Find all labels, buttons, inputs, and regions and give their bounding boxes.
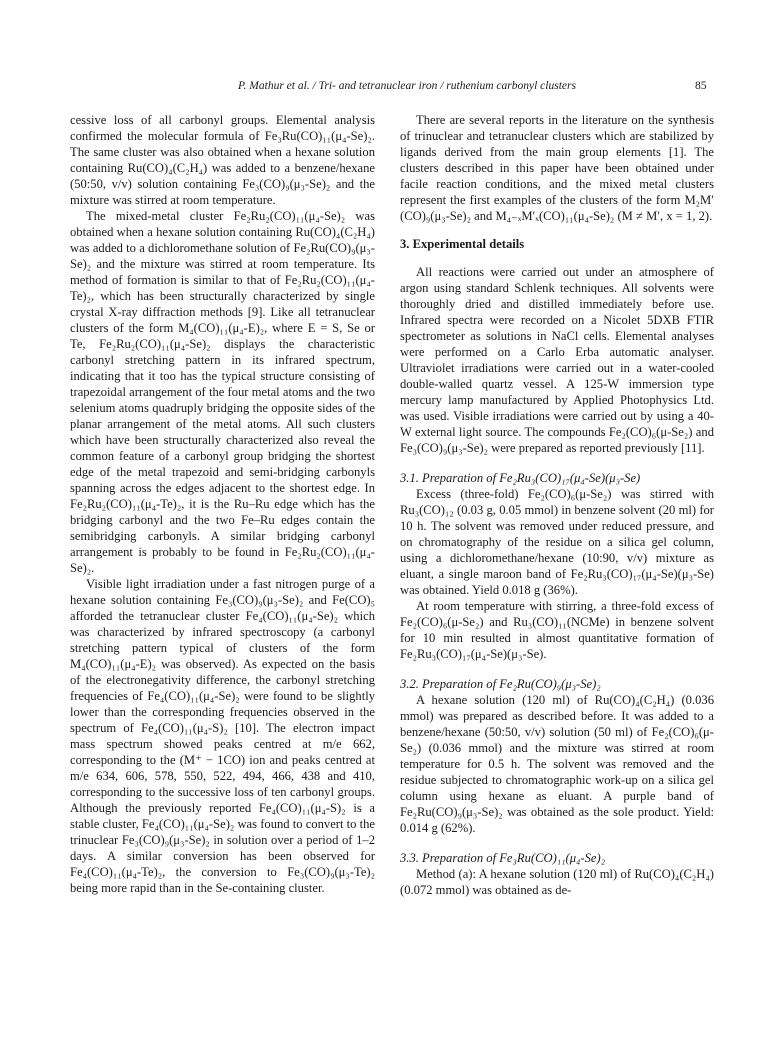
- paragraph: There are several reports in the literature on the synthesis of trinuclear and tetranuclear clusters which are stabilized by ligands derived from the main group elements [1]. The clusters described in this paper have been obtained under facile reaction conditions, and the mixed metal clusters represent the first examples of the clusters of the form M₂M′(CO)₉(μ₃-Se)₂ and M₄₋ₓM′ₓ(CO)₁₁(μ₄-Se)₂ (M ≠ M′, x = 1, 2).: [400, 113, 714, 223]
- paragraph: The mixed-metal cluster Fe₂Ru₂(CO)₁₁(μ₄-Se)₂ was obtained when a hexane solution containing Ru(CO)₄(C₂H₄) was added to a dichloromethane solution of Fe₂Ru(CO)₉(μ₃-Se)₂ and the mixture was stirred at room temperature. Its method of formation is similar to that of Fe₂Ru₂(CO)₁₁(μ₄-Te)₂, which has been structurally characterized by single crystal X-ray diffraction methods [9]. Like all tetranuclear clusters of the form M₄(CO)₁₁(μ₄-E)₂, where E = S, Se or Te, Fe₂Ru₂(CO)₁₁(μ₄-Se)₂ displays the characteristic carbonyl stretching pattern in its infrared spectrum, indicating that it too has the typical structure consisting of trapezoidal arrangement of the four metal atoms and the two selenium atoms quadruply bridging the opposite sides of the planar arrangement of the metal atoms. All such clusters which have been structurally characterized also reveal the common feature of a carbonyl group bridging the shortest edge of the metal trapezoid and semi-bridging carbonyls spanning across the edges adjacent to the shortest edge. In Fe₂Ru₂(CO)₁₁(μ₄-Te)₂, it is the Ru–Ru edge which has the bridging carbonyl and the two Fe–Ru edges contain the semibridging carbonyls. A similar bridging carbonyl arrangement is probably to be found in Fe₂Ru₂(CO)₁₁(μ₄-Se)₂.: [70, 209, 375, 575]
- paragraph: Excess (three-fold) Fe₂(CO)₆(μ-Se₂) was stirred with Ru₃(CO)₁₂ (0.03 g, 0.05 mmol) in benzene solvent (20 ml) for 10 h. The solvent was removed under reduced pressure, and on chromatography of the residue on a silica gel column, using a dichloromethane/hexane (10:90, v/v) mixture as eluant, a single maroon band of Fe₂Ru₃(CO)₁₇(μ₄-Se)(μ₃-Se) was obtained. Yield 0.018 g (36%).: [400, 487, 714, 597]
- left-column: [70, 112, 375, 896]
- paragraph: All reactions were carried out under an atmosphere of argon using standard Schlenk techniques. All solvents were thoroughly dried and distilled immediately before use. Infrared spectra were recorded on a Nicolet 5DXB FTIR spectrometer as solutions in NaCl cells. Elemental analyses were performed on a Carlo Erba automatic analyser. Ultraviolet irradiations were carried out in a water-cooled double-walled quartz vessel. A 125-W immersion type mercury lamp manufactured by Applied Photophysics Ltd. was used. Visible irradiations were carried out by using a 40-W external light source. The compounds Fe₂(CO)₆(μ-Se₂) and Fe₃(CO)₉(μ₃-Se)₂ were prepared as reported previously [11].: [400, 265, 714, 455]
- paragraph: Visible light irradiation under a fast nitrogen purge of a hexane solution containing Fe₃(CO)₉(μ₃-Se)₂ and Fe(CO)₅ afforded the tetranuclear cluster Fe₄(CO)₁₁(μ₄-Se)₂ which was characterized by infrared spectroscopy (a carbonyl stretching pattern typical of clusters of the form M₄(CO)₁₁(μ₄-E)₂ was observed). As expected on the basis of the electronegativity difference, the carbonyl stretching frequencies of Fe₄(CO)₁₁(μ₄-Se)₂ were found to be slightly lower than the corresponding frequencies observed in the spectrum of Fe₄(CO)₁₁(μ₄-S)₂ [10]. The electron impact mass spectrum showed peaks centred at m/e 662, corresponding to the (M⁺ − 1CO) ion and peaks centred at m/e 634, 606, 578, 550, 522, 494, 466, 438 and 410, corresponding to the successive loss of ten carbonyl groups. Although the previously reported Fe₄(CO)₁₁(μ₄-S)₂ is a stable cluster, Fe₄(CO)₁₁(μ₄-Se)₂ was found to convert to the trinuclear Fe₃(CO)₉(μ₃-Se)₂ in solution over a period of 1–2 days. A similar conversion has been observed for Fe₄(CO)₁₁(μ₄-Te)₂, the conversion to Fe₃(CO)₉(μ₃-Te)₂ being more rapid than in the Se-containing cluster.: [70, 577, 375, 895]
- subsection-heading: 3.2. Preparation of Fe₂Ru(CO)₉(μ₃-Se)₂: [400, 677, 601, 691]
- running-title: P. Mathur et al. / Tri- and tetranuclear iron / ruthenium carbonyl clusters: [238, 80, 576, 92]
- paragraph: A hexane solution (120 ml) of Ru(CO)₄(C₂H₄) (0.036 mmol) was prepared as described before. It was added to a benzene/hexane (50:50, v/v) solution (50 ml) of Fe₂(CO)₆(μ-Se₂) (0.036 mmol) and the mixture was stirred at room temperature for 0.5 h. The solvent was removed and the residue subjected to chromatographic work-up on a silica gel column using hexane as eluant. A purple band of Fe₂Ru(CO)₉(μ₃-Se)₂ was obtained as the sole product. Yield: 0.014 g (62%).: [400, 693, 714, 835]
- paragraph: At room temperature with stirring, a three-fold excess of Fe₂(CO)₆(μ-Se₂) and Ru₃(CO)₁₁(NCMe) in benzene solvent for 10 min resulted in almost quantitative formation of Fe₂Ru₃(CO)₁₇(μ₄-Se)(μ₃-Se).: [400, 599, 714, 661]
- paragraph: cessive loss of all carbonyl groups. Elemental analysis confirmed the molecular formula of Fe₃Ru(CO)₁₁(μ₄-Se)₂. The same cluster was also obtained when a hexane solution containing Ru(CO)₄(C₂H₄) was added to a benzene/hexane (50:50, v/v) solution containing Fe₃(CO)₉(μ₃-Se)₂ and the mixture was stirred at room temperature.: [70, 113, 375, 207]
- paragraph: Method (a): A hexane solution (120 ml) of Ru(CO)₄(C₂H₄) (0.072 mmol) was obtained as de-: [400, 867, 714, 897]
- page-number: 85: [695, 80, 707, 92]
- section-heading: 3. Experimental details: [400, 237, 525, 251]
- right-column: [400, 112, 714, 898]
- subsection-heading: 3.3. Preparation of Fe₃Ru(CO)₁₁(μ₄-Se)₂: [400, 851, 606, 865]
- subsection-heading: 3.1. Preparation of Fe₂Ru₃(CO)₁₇(μ₄-Se)(μ₃-Se): [400, 471, 641, 485]
- running-header: [0, 80, 779, 100]
